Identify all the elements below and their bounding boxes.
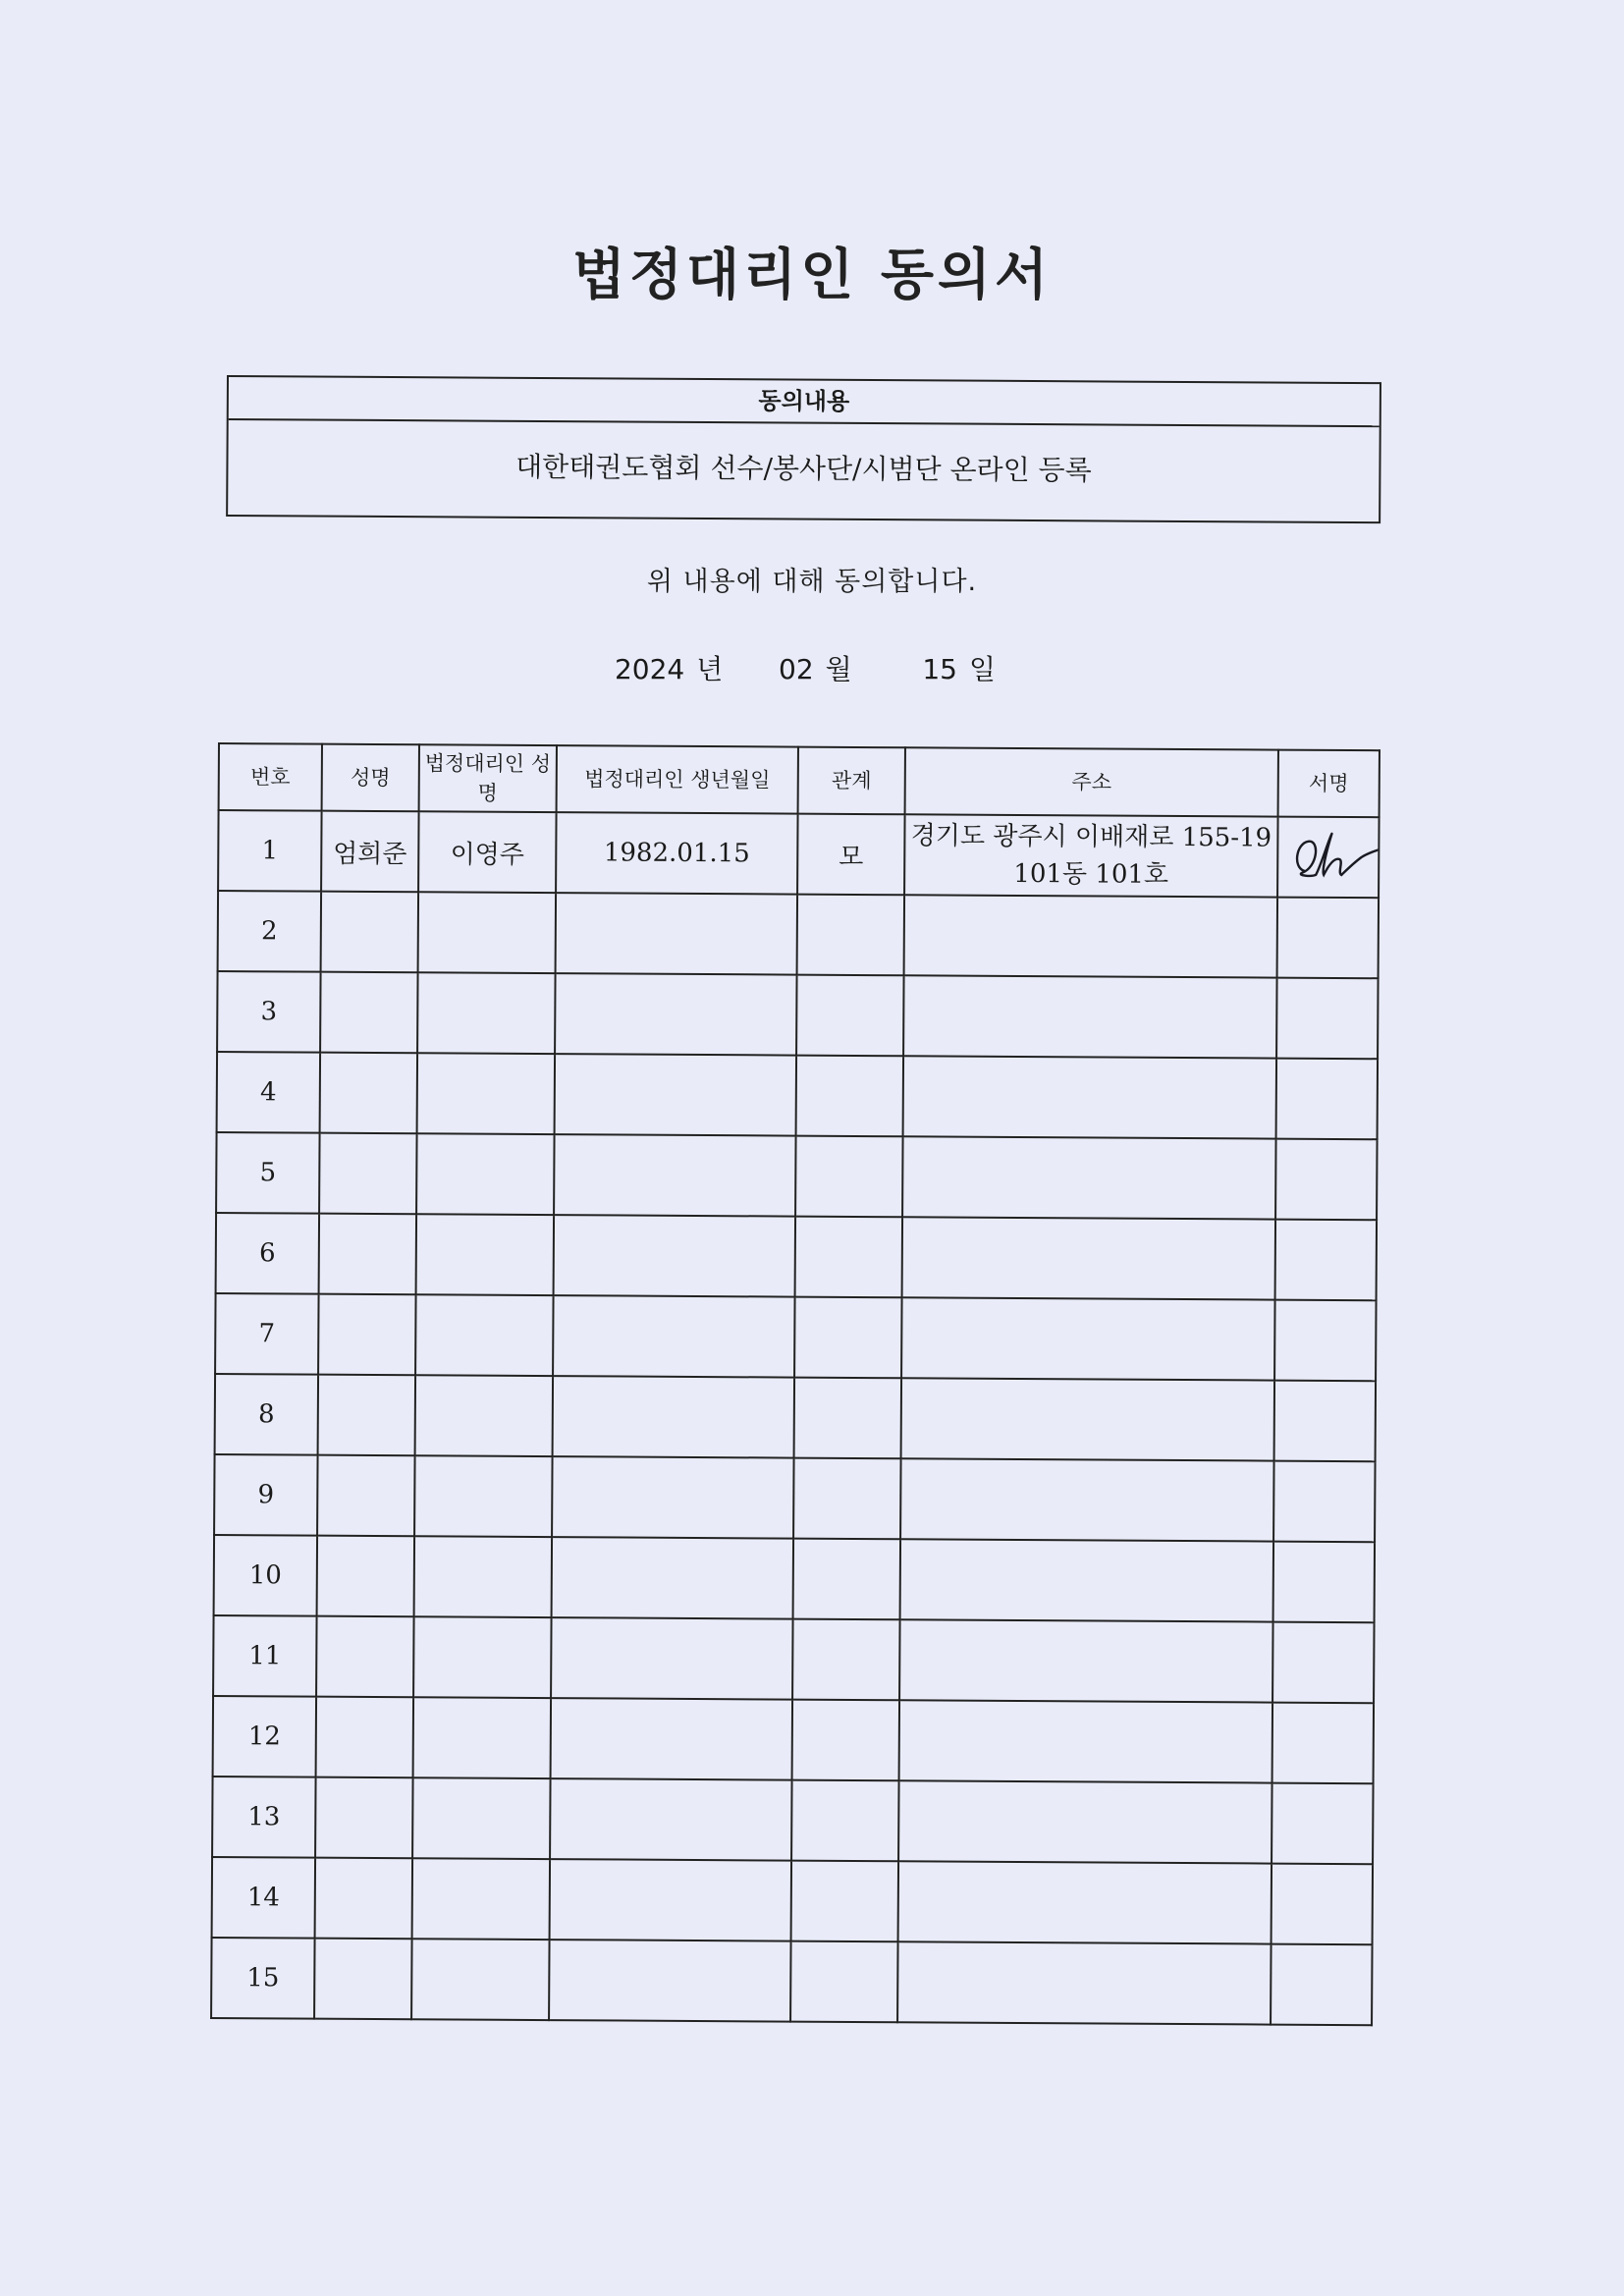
- row-relation: [793, 1539, 900, 1620]
- consent-box: [226, 375, 1381, 523]
- row-relation: [793, 1458, 900, 1540]
- row-no: 9: [214, 1454, 317, 1536]
- row-signature: [1276, 1059, 1378, 1140]
- row-guardian-name: [413, 1616, 551, 1698]
- row-guardian-birth: [551, 1698, 792, 1780]
- table-row: [218, 810, 1379, 898]
- row-guardian-birth: [553, 1376, 794, 1458]
- row-no: 6: [216, 1213, 319, 1294]
- header-address: 주소: [905, 747, 1278, 816]
- date-month-unit: 월: [825, 653, 852, 685]
- row-guardian-name: [415, 1294, 553, 1376]
- row-name: [318, 1375, 415, 1456]
- row-guardian-birth: [552, 1537, 793, 1619]
- date-year: 2024: [614, 653, 685, 685]
- row-name: [321, 892, 418, 973]
- row-address: [900, 1458, 1273, 1541]
- row-no: 5: [216, 1132, 319, 1214]
- row-guardian-birth: [550, 1859, 791, 1941]
- table-row: [213, 1696, 1374, 1783]
- row-address: [899, 1619, 1272, 1702]
- table-row: [218, 891, 1379, 978]
- row-relation: [794, 1378, 901, 1459]
- row-relation: [794, 1297, 901, 1379]
- row-signature: [1273, 1461, 1375, 1543]
- row-no: 11: [213, 1615, 316, 1697]
- row-no: 1: [218, 810, 321, 892]
- row-no: 2: [218, 891, 321, 972]
- row-relation: [795, 1136, 902, 1218]
- row-address: [903, 975, 1276, 1058]
- row-guardian-birth: [556, 893, 797, 975]
- header-name: 성명: [322, 744, 419, 812]
- row-address: 경기도 광주시 이배재로 155-19 101동 101호: [904, 814, 1277, 897]
- date-month: 02: [779, 653, 814, 685]
- row-guardian-name: [418, 892, 556, 973]
- row-guardian-name: [415, 1375, 553, 1456]
- row-guardian-name: [416, 1214, 554, 1295]
- table-row: [216, 1213, 1377, 1300]
- row-no: 12: [213, 1696, 316, 1777]
- table-row: [216, 1132, 1377, 1220]
- row-no: 10: [214, 1535, 317, 1616]
- row-guardian-name: [417, 972, 555, 1054]
- row-address: [899, 1700, 1272, 1782]
- row-guardian-birth: [554, 1215, 795, 1297]
- row-no: 15: [211, 1938, 314, 2019]
- consent-content: 대한태권도협회 선수/봉사단/시범단 온라인 등록: [515, 450, 1092, 487]
- table-row: [212, 1857, 1373, 1944]
- row-relation: [790, 1941, 897, 2023]
- row-address: [901, 1297, 1274, 1380]
- row-name: [320, 972, 417, 1054]
- row-signature: [1272, 1622, 1374, 1704]
- row-name: [315, 1777, 412, 1859]
- row-no: 3: [217, 971, 320, 1053]
- row-address: [900, 1539, 1273, 1621]
- row-signature: [1274, 1381, 1376, 1462]
- header-no: 번호: [219, 743, 322, 811]
- row-guardian-name: [412, 1777, 550, 1859]
- row-no: 7: [215, 1293, 318, 1375]
- row-address: [901, 1378, 1274, 1460]
- header-guardian-name: 법정대리인 성명: [419, 744, 557, 812]
- table-header-row: [219, 743, 1380, 817]
- row-name: [316, 1697, 413, 1778]
- row-guardian-name: [413, 1697, 551, 1778]
- table-row: [217, 971, 1378, 1059]
- row-guardian-birth: [552, 1456, 793, 1539]
- row-no: 4: [217, 1052, 320, 1133]
- table-row: [213, 1615, 1374, 1703]
- row-address: [897, 1941, 1271, 2024]
- handwritten-signature: [1282, 824, 1379, 894]
- date-day-unit: 일: [968, 653, 997, 685]
- row-name: [319, 1214, 416, 1295]
- row-relation: [797, 895, 904, 976]
- row-no: 14: [212, 1857, 315, 1939]
- consent-date: [0, 648, 1610, 687]
- row-address: [902, 1217, 1275, 1299]
- row-signature: [1272, 1703, 1374, 1784]
- row-guardian-birth: [549, 1940, 790, 2022]
- row-address: [903, 1056, 1276, 1138]
- row-guardian-name: [411, 1939, 549, 2020]
- row-signature: [1276, 978, 1378, 1060]
- row-guardian-birth: [555, 973, 796, 1056]
- row-relation: [792, 1700, 899, 1781]
- row-relation: [792, 1619, 899, 1701]
- date-day: 15: [922, 653, 957, 685]
- date-year-unit: 년: [696, 653, 724, 685]
- row-guardian-birth: [553, 1295, 794, 1378]
- row-signature: [1271, 1944, 1372, 2026]
- row-guardian-birth: [550, 1778, 791, 1861]
- row-signature: [1277, 898, 1379, 979]
- table-row: [211, 1938, 1372, 2025]
- row-name: [314, 1939, 411, 2020]
- row-relation: [791, 1780, 898, 1862]
- row-name: 엄희준: [321, 811, 418, 893]
- row-name: [320, 1053, 417, 1134]
- row-signature: [1273, 1542, 1375, 1623]
- row-address: [898, 1780, 1272, 1863]
- row-signature: [1274, 1300, 1376, 1382]
- row-guardian-birth: [555, 1054, 796, 1136]
- table-row: [215, 1374, 1376, 1461]
- row-signature: [1275, 1139, 1377, 1221]
- guardian-roster-table: [210, 742, 1380, 2026]
- row-guardian-birth: [554, 1134, 795, 1217]
- row-relation: [796, 975, 903, 1057]
- row-relation: [796, 1056, 903, 1137]
- row-guardian-name: [414, 1536, 552, 1617]
- row-relation: [791, 1861, 898, 1942]
- row-name: [316, 1616, 413, 1698]
- row-name: [318, 1294, 415, 1376]
- header-relation: 관계: [798, 747, 905, 815]
- table-row: [214, 1454, 1375, 1542]
- row-guardian-birth: 1982.01.15: [556, 812, 797, 895]
- row-guardian-name: [412, 1858, 550, 1940]
- document-title: 법정대리인 동의서: [571, 244, 1053, 307]
- header-signature: 서명: [1278, 750, 1380, 818]
- row-signature: [1272, 1783, 1373, 1865]
- row-address: [902, 1136, 1275, 1219]
- row-relation: 모: [797, 814, 904, 896]
- row-guardian-birth: [551, 1617, 792, 1700]
- row-guardian-name: [414, 1455, 552, 1537]
- row-name: [317, 1455, 414, 1537]
- table-row: [217, 1052, 1378, 1139]
- table-row: [212, 1777, 1373, 1864]
- row-guardian-name: [417, 1053, 555, 1134]
- consent-heading: 동의내용: [229, 377, 1380, 427]
- row-signature: [1272, 1864, 1373, 1945]
- row-name: [317, 1536, 414, 1617]
- table-row: [215, 1293, 1376, 1381]
- header-guardian-birth: 법정대리인 생년월일: [557, 745, 798, 814]
- row-signature: [1277, 817, 1379, 899]
- row-relation: [795, 1217, 902, 1298]
- agree-statement: 위 내용에 대해 동의합니다.: [646, 567, 978, 597]
- row-no: 13: [212, 1777, 315, 1858]
- row-guardian-name: [416, 1133, 554, 1215]
- row-guardian-name: 이영주: [418, 811, 556, 893]
- row-address: [898, 1861, 1272, 1943]
- row-no: 8: [215, 1374, 318, 1455]
- row-address: [904, 895, 1277, 977]
- row-signature: [1275, 1220, 1377, 1301]
- row-name: [315, 1858, 412, 1940]
- table-row: [214, 1535, 1375, 1622]
- row-name: [319, 1133, 416, 1215]
